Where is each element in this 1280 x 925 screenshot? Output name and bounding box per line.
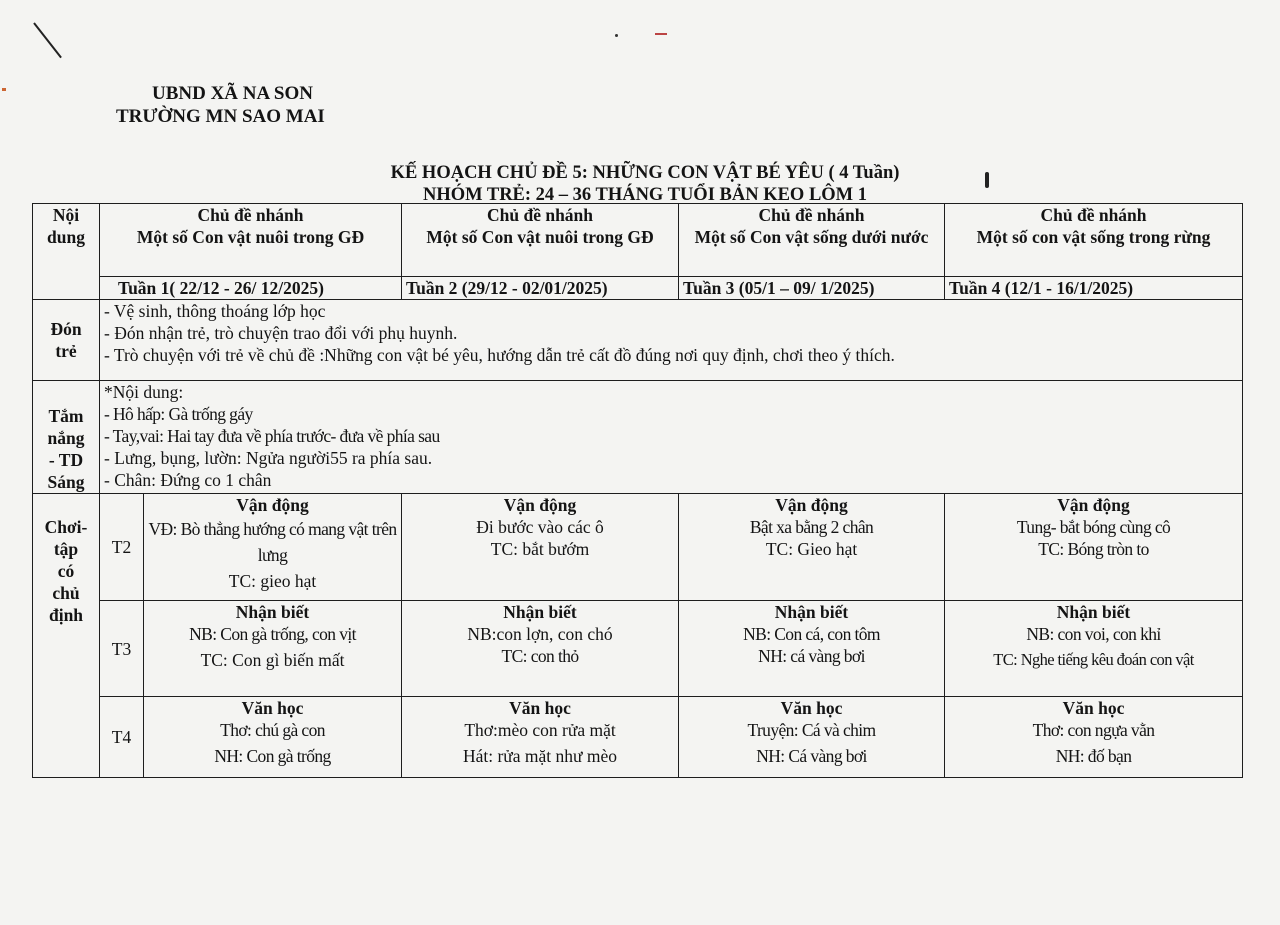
activity-line: Đi bước vào các ô [476, 517, 604, 537]
activity-cell [679, 494, 945, 601]
choi-tap-label-line: chủ [52, 583, 80, 603]
activity-line: Truyện: Cá và chim [747, 720, 876, 740]
column-topic: Một số Con vật nuôi trong GĐ [426, 227, 654, 247]
column-topic: Một số con vật sống trong rừng [976, 227, 1211, 247]
activity-title: Vận động [503, 495, 577, 515]
header-row [33, 204, 1243, 277]
activity-title: Nhận biết [774, 602, 849, 622]
activity-title: Nhận biết [235, 602, 310, 622]
activity-line: NB: Con cá, con tôm [743, 624, 880, 644]
scan-mark-slash [33, 22, 62, 58]
tam-nang-label-line: Tắm [48, 406, 84, 426]
activity-title: Văn học [1062, 698, 1125, 718]
noi-dung-line-2: dung [47, 227, 85, 247]
activity-cell [679, 601, 945, 697]
column-topic: Một số Con vật sống dưới nước [694, 227, 929, 247]
activity-line: VĐ: Bò thẳng hướng có mang vật trên lưng [148, 519, 397, 565]
activity-line: NH: đố bạn [1055, 746, 1132, 766]
plan-title: KẾ HOẠCH CHỦ ĐỀ 5: NHỮNG CON VẬT BÉ YÊU ( 4 Tuần) [390, 163, 900, 183]
tam-nang-row [33, 381, 1243, 494]
day-t2: T2 [100, 494, 144, 601]
activity-cell [144, 601, 402, 697]
noi-dung-line-1: Nội [52, 205, 80, 225]
activity-title: Vận động [775, 495, 848, 515]
column-label: Chủ đề nhánh [486, 205, 594, 225]
tam-nang-line: - Lưng, bụng, lườn: Ngửa người55 ra phía sau. [104, 448, 433, 468]
noi-dung-label [33, 204, 100, 300]
activity-row-t3 [33, 601, 1243, 697]
activity-line: TC: Nghe tiếng kêu đoán con vật [993, 650, 1194, 669]
plan-table-container [32, 203, 1242, 793]
activity-cell [679, 697, 945, 778]
activity-line: TC: Gieo hạt [765, 539, 858, 559]
column-header-3 [679, 204, 945, 277]
day-t3: T3 [100, 601, 144, 697]
don-tre-label-line: trẻ [55, 341, 77, 361]
activity-line: NB: Con gà trống, con vịt [189, 624, 356, 644]
activity-line: Bật xa bằng 2 chân [749, 517, 874, 537]
activity-line: Thơ: con ngựa vằn [1032, 720, 1155, 740]
activity-title: Nhận biết [1056, 602, 1131, 622]
choi-tap-label [33, 494, 100, 778]
activity-line: Hát: rửa mặt như mèo [462, 746, 618, 766]
day-t4: T4 [100, 697, 144, 778]
activity-cell [945, 601, 1243, 697]
tam-nang-line: - Tay,vai: Hai tay đưa về phía trước- đưa về phía sau [104, 426, 440, 446]
activity-line: NH: cá vàng bơi [758, 646, 865, 666]
column-label: Chủ đề nhánh [1040, 205, 1147, 225]
activity-cell [402, 697, 679, 778]
column-label: Chủ đề nhánh [758, 205, 865, 225]
choi-tap-label-line: có [57, 561, 75, 581]
don-tre-row [33, 300, 1243, 381]
don-tre-line: - Trò chuyện với trẻ về chủ đề :Những con vật bé yêu, hướng dẫn trẻ cất đồ đúng nơi quy định, chơi theo ý thích. [104, 345, 895, 365]
activity-row-t2 [33, 494, 1243, 601]
activity-cell [144, 697, 402, 778]
activity-line: TC: con thỏ [501, 646, 579, 666]
tam-nang-label-line: Sáng [47, 472, 85, 492]
scan-mark-red [655, 33, 667, 35]
activity-title: Vận động [1057, 495, 1130, 515]
tam-nang-line: - Chân: Đứng co 1 chân [104, 470, 272, 490]
activity-line: TC: bắt bướm [490, 539, 590, 559]
activity-line: Thơ: chú gà con [220, 720, 325, 740]
activity-title: Nhận biết [503, 602, 577, 622]
activity-title: Vận động [236, 495, 309, 515]
activity-cell [402, 494, 679, 601]
tam-nang-label-line: nắng [47, 428, 85, 448]
don-tre-label-line: Đón [50, 319, 82, 339]
activity-title: Văn học [509, 698, 571, 718]
tam-nang-label [33, 381, 100, 494]
week-4: Tuần 4 (12/1 - 16/1/2025) [945, 277, 1243, 300]
choi-tap-label-line: tập [53, 539, 79, 559]
column-header-4 [945, 204, 1243, 277]
activity-cell [144, 494, 402, 601]
choi-tap-label-line: định [48, 605, 84, 625]
activity-line: TC: gieo hạt [228, 571, 317, 591]
tam-nang-label-line: - TD [48, 450, 84, 470]
tam-nang-content [100, 381, 1243, 494]
week-2: Tuần 2 (29/12 - 02/01/2025) [402, 277, 679, 300]
plan-table [32, 203, 1243, 778]
activity-cell [945, 697, 1243, 778]
don-tre-line: - Vệ sinh, thông thoáng lớp học [104, 301, 326, 321]
column-label: Chủ đề nhánh [197, 205, 304, 225]
activity-title: Văn học [780, 698, 843, 718]
activity-line: NB: con voi, con khỉ [1026, 624, 1161, 644]
activity-line: TC: Bóng tròn to [1038, 539, 1149, 559]
scan-mark-edge [2, 88, 6, 91]
activity-line: NH: Cá vàng bơi [756, 746, 867, 766]
don-tre-label [33, 300, 100, 381]
tam-nang-line: - Hô hấp: Gà trống gáy [104, 404, 253, 424]
column-header-1 [100, 204, 402, 277]
don-tre-line: - Đón nhận trẻ, trò chuyện trao đổi với phụ huynh. [104, 323, 458, 343]
activity-line: NB:con lợn, con chó [467, 624, 613, 644]
plan-subtitle: NHÓM TRẺ: 24 – 36 THÁNG TUỔI BẢN KEO LÔM 1 [422, 185, 868, 205]
activity-title: Văn học [241, 698, 304, 718]
week-3: Tuần 3 (05/1 – 09/ 1/2025) [679, 277, 945, 300]
activity-line: Thơ:mèo con rửa mặt [464, 720, 616, 740]
activity-line: NH: Con gà trống [214, 746, 331, 766]
activity-line: Tung- bắt bóng cùng cô [1016, 517, 1171, 537]
authority-name: UBND XÃ NA SON [152, 83, 313, 104]
tam-nang-line: *Nội dung: [104, 382, 184, 402]
week-row [33, 277, 1243, 300]
scan-mark-dot [615, 34, 618, 37]
don-tre-content [100, 300, 1243, 381]
school-name: TRƯỜNG MN SAO MAI [116, 106, 325, 127]
column-header-2 [402, 204, 679, 277]
week-1: Tuần 1( 22/12 - 26/ 12/2025) [100, 277, 402, 300]
activity-line: TC: Con gì biến mất [200, 650, 345, 670]
activity-row-t4 [33, 697, 1243, 778]
column-topic: Một số Con vật nuôi trong GĐ [136, 227, 365, 247]
choi-tap-label-line: Chơi- [44, 517, 88, 537]
activity-cell [945, 494, 1243, 601]
activity-cell [402, 601, 679, 697]
